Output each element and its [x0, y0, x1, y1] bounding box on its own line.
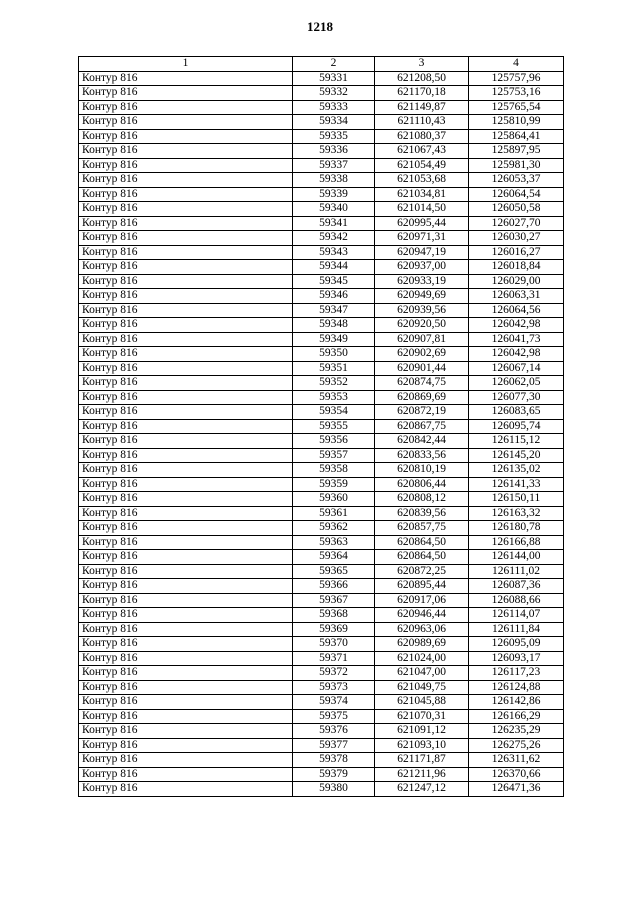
contour-name-cell: Контур 816 [79, 463, 293, 478]
x-coordinate-cell: 620872,19 [375, 405, 469, 420]
point-number-cell: 59363 [293, 535, 375, 550]
table-body [79, 71, 564, 796]
y-coordinate-cell: 126064,54 [469, 187, 564, 202]
table-row [79, 782, 564, 797]
contour-name-cell: Контур 816 [79, 753, 293, 768]
x-coordinate-cell: 620949,69 [375, 289, 469, 304]
y-coordinate-cell: 125757,96 [469, 71, 564, 86]
contour-name-cell: Контур 816 [79, 187, 293, 202]
table-row [79, 637, 564, 652]
point-number-cell: 59368 [293, 608, 375, 623]
table-row [79, 115, 564, 130]
contour-name-cell: Контур 816 [79, 651, 293, 666]
y-coordinate-cell: 126088,66 [469, 593, 564, 608]
point-number-cell: 59342 [293, 231, 375, 246]
x-coordinate-cell: 621208,50 [375, 71, 469, 86]
point-number-cell: 59346 [293, 289, 375, 304]
table-row [79, 303, 564, 318]
point-number-cell: 59379 [293, 767, 375, 782]
table-row [79, 434, 564, 449]
contour-name-cell: Контур 816 [79, 767, 293, 782]
contour-name-cell: Контур 816 [79, 129, 293, 144]
contour-name-cell: Контур 816 [79, 303, 293, 318]
table-row [79, 535, 564, 550]
table-row [79, 361, 564, 376]
point-number-cell: 59355 [293, 419, 375, 434]
x-coordinate-cell: 620839,56 [375, 506, 469, 521]
header-cell-1: 1 [79, 57, 293, 72]
contour-name-cell: Контур 816 [79, 158, 293, 173]
point-number-cell: 59349 [293, 332, 375, 347]
contour-name-cell: Контур 816 [79, 173, 293, 188]
point-number-cell: 59332 [293, 86, 375, 101]
point-number-cell: 59347 [293, 303, 375, 318]
x-coordinate-cell: 620989,69 [375, 637, 469, 652]
x-coordinate-cell: 620933,19 [375, 274, 469, 289]
point-number-cell: 59375 [293, 709, 375, 724]
y-coordinate-cell: 126087,36 [469, 579, 564, 594]
point-number-cell: 59351 [293, 361, 375, 376]
table-row [79, 390, 564, 405]
table-row [79, 448, 564, 463]
x-coordinate-cell: 620995,44 [375, 216, 469, 231]
y-coordinate-cell: 126018,84 [469, 260, 564, 275]
y-coordinate-cell: 126062,05 [469, 376, 564, 391]
x-coordinate-cell: 620963,06 [375, 622, 469, 637]
table-row [79, 521, 564, 536]
y-coordinate-cell: 126042,98 [469, 347, 564, 362]
table-row [79, 709, 564, 724]
contour-name-cell: Контур 816 [79, 492, 293, 507]
x-coordinate-cell: 620869,69 [375, 390, 469, 405]
y-coordinate-cell: 126275,26 [469, 738, 564, 753]
contour-name-cell: Контур 816 [79, 535, 293, 550]
x-coordinate-cell: 621091,12 [375, 724, 469, 739]
point-number-cell: 59340 [293, 202, 375, 217]
point-number-cell: 59341 [293, 216, 375, 231]
table-row [79, 260, 564, 275]
table-row [79, 376, 564, 391]
table-row [79, 550, 564, 565]
point-number-cell: 59344 [293, 260, 375, 275]
contour-name-cell: Контур 816 [79, 448, 293, 463]
x-coordinate-cell: 620947,19 [375, 245, 469, 260]
table-row [79, 144, 564, 159]
point-number-cell: 59367 [293, 593, 375, 608]
x-coordinate-cell: 620902,69 [375, 347, 469, 362]
x-coordinate-cell: 621149,87 [375, 100, 469, 115]
x-coordinate-cell: 621171,87 [375, 753, 469, 768]
table-row [79, 753, 564, 768]
y-coordinate-cell: 126083,65 [469, 405, 564, 420]
table-row [79, 347, 564, 362]
x-coordinate-cell: 620971,31 [375, 231, 469, 246]
contour-name-cell: Контур 816 [79, 376, 293, 391]
table-row [79, 564, 564, 579]
point-number-cell: 59357 [293, 448, 375, 463]
y-coordinate-cell: 126124,88 [469, 680, 564, 695]
x-coordinate-cell: 620810,19 [375, 463, 469, 478]
table-row [79, 71, 564, 86]
table-row [79, 158, 564, 173]
point-number-cell: 59338 [293, 173, 375, 188]
contour-name-cell: Контур 816 [79, 86, 293, 101]
y-coordinate-cell: 126370,66 [469, 767, 564, 782]
x-coordinate-cell: 620842,44 [375, 434, 469, 449]
point-number-cell: 59348 [293, 318, 375, 333]
table-row [79, 231, 564, 246]
contour-name-cell: Контур 816 [79, 347, 293, 362]
contour-name-cell: Контур 816 [79, 405, 293, 420]
table-row [79, 608, 564, 623]
x-coordinate-cell: 621024,00 [375, 651, 469, 666]
contour-name-cell: Контур 816 [79, 260, 293, 275]
y-coordinate-cell: 125981,30 [469, 158, 564, 173]
table-row [79, 187, 564, 202]
table-row [79, 666, 564, 681]
x-coordinate-cell: 620939,56 [375, 303, 469, 318]
point-number-cell: 59370 [293, 637, 375, 652]
table-row [79, 86, 564, 101]
y-coordinate-cell: 126030,27 [469, 231, 564, 246]
table-row [79, 477, 564, 492]
table-row [79, 492, 564, 507]
contour-name-cell: Контур 816 [79, 144, 293, 159]
page-number: 1218 [307, 19, 333, 34]
point-number-cell: 59360 [293, 492, 375, 507]
point-number-cell: 59350 [293, 347, 375, 362]
x-coordinate-cell: 621093,10 [375, 738, 469, 753]
header-cell-3: 3 [375, 57, 469, 72]
table-row [79, 724, 564, 739]
table-row [79, 767, 564, 782]
table-row [79, 680, 564, 695]
table-row [79, 245, 564, 260]
contour-name-cell: Контур 816 [79, 477, 293, 492]
table-row [79, 738, 564, 753]
point-number-cell: 59331 [293, 71, 375, 86]
x-coordinate-cell: 620946,44 [375, 608, 469, 623]
y-coordinate-cell: 126471,36 [469, 782, 564, 797]
coordinates-table [78, 56, 564, 797]
point-number-cell: 59378 [293, 753, 375, 768]
x-coordinate-cell: 621067,43 [375, 144, 469, 159]
contour-name-cell: Контур 816 [79, 724, 293, 739]
y-coordinate-cell: 126016,27 [469, 245, 564, 260]
point-number-cell: 59336 [293, 144, 375, 159]
y-coordinate-cell: 126163,32 [469, 506, 564, 521]
y-coordinate-cell: 126117,23 [469, 666, 564, 681]
table-row [79, 318, 564, 333]
y-coordinate-cell: 126142,86 [469, 695, 564, 710]
y-coordinate-cell: 125765,54 [469, 100, 564, 115]
x-coordinate-cell: 620857,75 [375, 521, 469, 536]
y-coordinate-cell: 126063,31 [469, 289, 564, 304]
point-number-cell: 59372 [293, 666, 375, 681]
y-coordinate-cell: 126029,00 [469, 274, 564, 289]
point-number-cell: 59369 [293, 622, 375, 637]
y-coordinate-cell: 126093,17 [469, 651, 564, 666]
contour-name-cell: Контур 816 [79, 506, 293, 521]
y-coordinate-cell: 125753,16 [469, 86, 564, 101]
x-coordinate-cell: 620864,50 [375, 535, 469, 550]
table-row [79, 202, 564, 217]
x-coordinate-cell: 620937,00 [375, 260, 469, 275]
contour-name-cell: Контур 816 [79, 231, 293, 246]
table-row [79, 651, 564, 666]
contour-name-cell: Контур 816 [79, 709, 293, 724]
x-coordinate-cell: 621247,12 [375, 782, 469, 797]
contour-name-cell: Контур 816 [79, 71, 293, 86]
x-coordinate-cell: 620901,44 [375, 361, 469, 376]
x-coordinate-cell: 620874,75 [375, 376, 469, 391]
table-row [79, 579, 564, 594]
contour-name-cell: Контур 816 [79, 637, 293, 652]
contour-name-cell: Контур 816 [79, 782, 293, 797]
header-cell-4: 4 [469, 57, 564, 72]
y-coordinate-cell: 126166,29 [469, 709, 564, 724]
x-coordinate-cell: 621110,43 [375, 115, 469, 130]
table-row [79, 129, 564, 144]
contour-name-cell: Контур 816 [79, 419, 293, 434]
x-coordinate-cell: 621047,00 [375, 666, 469, 681]
contour-name-cell: Контур 816 [79, 564, 293, 579]
point-number-cell: 59359 [293, 477, 375, 492]
contour-name-cell: Контур 816 [79, 361, 293, 376]
point-number-cell: 59374 [293, 695, 375, 710]
contour-name-cell: Контур 816 [79, 390, 293, 405]
table-row [79, 274, 564, 289]
contour-name-cell: Контур 816 [79, 216, 293, 231]
point-number-cell: 59362 [293, 521, 375, 536]
x-coordinate-cell: 620864,50 [375, 550, 469, 565]
y-coordinate-cell: 125897,95 [469, 144, 564, 159]
y-coordinate-cell: 126095,09 [469, 637, 564, 652]
table-row [79, 405, 564, 420]
point-number-cell: 59373 [293, 680, 375, 695]
contour-name-cell: Контур 816 [79, 738, 293, 753]
contour-name-cell: Контур 816 [79, 666, 293, 681]
x-coordinate-cell: 620895,44 [375, 579, 469, 594]
y-coordinate-cell: 126050,58 [469, 202, 564, 217]
table-row [79, 332, 564, 347]
y-coordinate-cell: 126311,62 [469, 753, 564, 768]
x-coordinate-cell: 620917,06 [375, 593, 469, 608]
contour-name-cell: Контур 816 [79, 332, 293, 347]
y-coordinate-cell: 126145,20 [469, 448, 564, 463]
contour-name-cell: Контур 816 [79, 245, 293, 260]
point-number-cell: 59343 [293, 245, 375, 260]
header-cell-2: 2 [293, 57, 375, 72]
contour-name-cell: Контур 816 [79, 680, 293, 695]
table-row [79, 463, 564, 478]
x-coordinate-cell: 621049,75 [375, 680, 469, 695]
y-coordinate-cell: 126095,74 [469, 419, 564, 434]
y-coordinate-cell: 126144,00 [469, 550, 564, 565]
y-coordinate-cell: 126111,02 [469, 564, 564, 579]
point-number-cell: 59333 [293, 100, 375, 115]
contour-name-cell: Контур 816 [79, 521, 293, 536]
table-row [79, 695, 564, 710]
y-coordinate-cell: 126077,30 [469, 390, 564, 405]
contour-name-cell: Контур 816 [79, 434, 293, 449]
point-number-cell: 59380 [293, 782, 375, 797]
y-coordinate-cell: 126064,56 [469, 303, 564, 318]
contour-name-cell: Контур 816 [79, 289, 293, 304]
contour-name-cell: Контур 816 [79, 100, 293, 115]
y-coordinate-cell: 126111,84 [469, 622, 564, 637]
point-number-cell: 59345 [293, 274, 375, 289]
y-coordinate-cell: 126135,02 [469, 463, 564, 478]
point-number-cell: 59358 [293, 463, 375, 478]
x-coordinate-cell: 620872,25 [375, 564, 469, 579]
table-row [79, 289, 564, 304]
point-number-cell: 59334 [293, 115, 375, 130]
point-number-cell: 59364 [293, 550, 375, 565]
point-number-cell: 59377 [293, 738, 375, 753]
y-coordinate-cell: 126067,14 [469, 361, 564, 376]
table-header [79, 57, 564, 72]
point-number-cell: 59356 [293, 434, 375, 449]
x-coordinate-cell: 620833,56 [375, 448, 469, 463]
x-coordinate-cell: 621070,31 [375, 709, 469, 724]
table-row [79, 216, 564, 231]
contour-name-cell: Контур 816 [79, 608, 293, 623]
contour-name-cell: Контур 816 [79, 202, 293, 217]
contour-name-cell: Контур 816 [79, 550, 293, 565]
x-coordinate-cell: 620867,75 [375, 419, 469, 434]
point-number-cell: 59361 [293, 506, 375, 521]
contour-name-cell: Контур 816 [79, 622, 293, 637]
x-coordinate-cell: 621170,18 [375, 86, 469, 101]
table-row [79, 622, 564, 637]
x-coordinate-cell: 621054,49 [375, 158, 469, 173]
y-coordinate-cell: 126053,37 [469, 173, 564, 188]
y-coordinate-cell: 126166,88 [469, 535, 564, 550]
contour-name-cell: Контур 816 [79, 318, 293, 333]
y-coordinate-cell: 125864,41 [469, 129, 564, 144]
x-coordinate-cell: 621211,96 [375, 767, 469, 782]
point-number-cell: 59371 [293, 651, 375, 666]
point-number-cell: 59366 [293, 579, 375, 594]
point-number-cell: 59353 [293, 390, 375, 405]
table-row [79, 593, 564, 608]
y-coordinate-cell: 126114,07 [469, 608, 564, 623]
contour-name-cell: Контур 816 [79, 695, 293, 710]
x-coordinate-cell: 620907,81 [375, 332, 469, 347]
x-coordinate-cell: 621014,50 [375, 202, 469, 217]
x-coordinate-cell: 621034,81 [375, 187, 469, 202]
point-number-cell: 59354 [293, 405, 375, 420]
contour-name-cell: Контур 816 [79, 593, 293, 608]
x-coordinate-cell: 620920,50 [375, 318, 469, 333]
point-number-cell: 59376 [293, 724, 375, 739]
x-coordinate-cell: 620808,12 [375, 492, 469, 507]
table-row [79, 173, 564, 188]
table-row [79, 100, 564, 115]
point-number-cell: 59335 [293, 129, 375, 144]
y-coordinate-cell: 126141,33 [469, 477, 564, 492]
table-row [79, 506, 564, 521]
y-coordinate-cell: 126115,12 [469, 434, 564, 449]
point-number-cell: 59352 [293, 376, 375, 391]
x-coordinate-cell: 621080,37 [375, 129, 469, 144]
y-coordinate-cell: 126042,98 [469, 318, 564, 333]
point-number-cell: 59339 [293, 187, 375, 202]
y-coordinate-cell: 126235,29 [469, 724, 564, 739]
y-coordinate-cell: 126027,70 [469, 216, 564, 231]
x-coordinate-cell: 620806,44 [375, 477, 469, 492]
x-coordinate-cell: 621053,68 [375, 173, 469, 188]
contour-name-cell: Контур 816 [79, 579, 293, 594]
y-coordinate-cell: 126150,11 [469, 492, 564, 507]
x-coordinate-cell: 621045,88 [375, 695, 469, 710]
y-coordinate-cell: 125810,99 [469, 115, 564, 130]
contour-name-cell: Контур 816 [79, 274, 293, 289]
y-coordinate-cell: 126180,78 [469, 521, 564, 536]
point-number-cell: 59337 [293, 158, 375, 173]
header-row [79, 57, 564, 72]
y-coordinate-cell: 126041,73 [469, 332, 564, 347]
point-number-cell: 59365 [293, 564, 375, 579]
table-row [79, 419, 564, 434]
contour-name-cell: Контур 816 [79, 115, 293, 130]
